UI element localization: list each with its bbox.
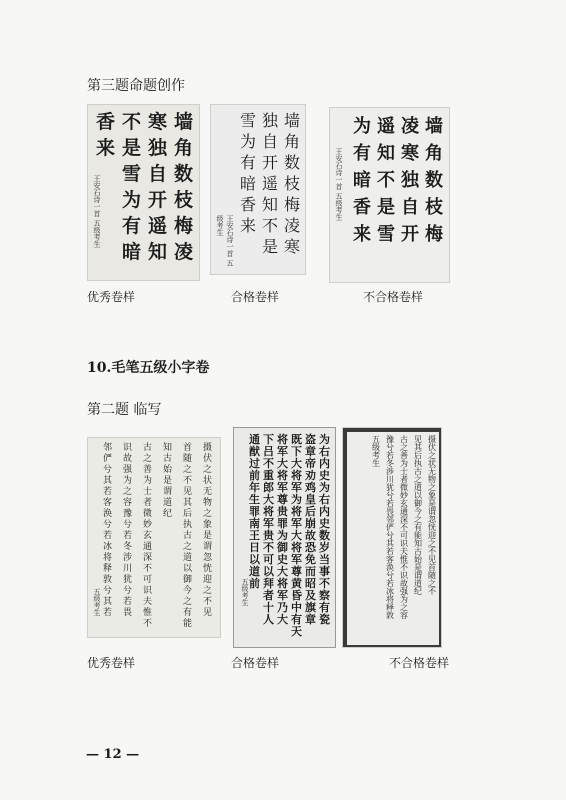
calligraphy-column: 通 猷 过 前 年 生 罪 南 王 日 以 道 前 xyxy=(249,433,260,590)
caption-pass: 合格卷样 xyxy=(231,290,280,304)
calligraphy-column: 香 来 xyxy=(95,111,115,159)
calligraphy-column: 独 自 开 遥 知 不 是 xyxy=(261,111,278,256)
dash-right: — xyxy=(121,747,140,762)
sample-signature: 王安石诗一首 五级考生 xyxy=(335,148,343,221)
calligraphy-column: 五 级 考 生 xyxy=(372,435,380,468)
calligraphy-column: 雪 为 有 暗 香 来 xyxy=(239,111,256,235)
copying-sample-fail xyxy=(342,427,442,648)
paper-sheet xyxy=(347,432,439,645)
creation-sample-excellent xyxy=(87,104,200,281)
caption-fail: 不合格卷样 xyxy=(363,290,424,304)
page-number-footer xyxy=(86,747,139,762)
dash-left: — xyxy=(86,747,104,762)
calligraphy-column: 墙 角 数 枝 梅 凌 寒 xyxy=(283,111,300,256)
section-title-brush-level5: 10.毛笔五级小字卷 xyxy=(87,360,210,376)
calligraphy-column: 古 之 善 为 士 者 微 妙 玄 通 深 不 可 识 夫 惟 不 识 故 强 为 之 容 xyxy=(400,435,408,620)
calligraphy-column: 首 随 之 不 见 其 后 执 古 之 道 以 御 今 之 有 能 xyxy=(182,443,192,629)
calligraphy-column: 为 右 内 史 为 右 内 史 数 岁 当 事 不 察 有 瓷 xyxy=(319,433,330,626)
calligraphy-column: 凌 寒 独 自 开 xyxy=(401,116,419,245)
calligraphy-column: 寒 独 自 开 遥 知 xyxy=(147,111,167,263)
caption-fail: 不合格卷样 xyxy=(389,656,450,670)
calligraphy-column: 既 下 大 将 军 为 将 军 大 将 军 尊 黄 昏 中 有 天 xyxy=(291,433,302,638)
copying-sample-excellent xyxy=(87,437,221,638)
calligraphy-column: 遥 知 不 是 雪 xyxy=(377,116,395,245)
copying-sample-pass xyxy=(233,427,336,648)
calligraphy-column: 摄 伏 之 状 无 物 之 象 是 谓 忽 恍 迎 之 不 见 xyxy=(202,443,212,618)
sample-signature: 五级考生 xyxy=(241,578,249,606)
sample-signature: 五级考生 xyxy=(93,588,101,616)
calligraphy-column: 为 有 暗 香 来 xyxy=(353,116,371,245)
calligraphy-column: 知 古 始 是 谓 道 纪 xyxy=(162,443,172,519)
calligraphy-column: 摄 伏 之 状 无 物 之 象 是 谓 忽 恍 迎 之 不 见 首 随 之 不 xyxy=(428,435,436,596)
caption-excellent: 优秀卷样 xyxy=(87,290,136,304)
calligraphy-column: 将 军 大 将 军 尊 贵 罪 为 御 史 大 将 军 乃 大 xyxy=(277,433,288,626)
calligraphy-column: 豫 兮 若 冬 涉 川 犹 兮 若 畏 邻 俨 兮 其 若 客 涣 兮 若 冰 将 释 敦 xyxy=(386,435,394,620)
calligraphy-column: 不 是 雪 为 有 暗 xyxy=(121,111,141,263)
calligraphy-column: 邻 俨 兮 其 若 客 涣 兮 若 冰 将 释 敦 兮 其 若 xyxy=(102,443,112,618)
calligraphy-column: 墙 角 数 枝 梅 凌 xyxy=(173,111,193,263)
section-title-creation: 第三题命题创作 xyxy=(87,78,185,94)
creation-sample-fail xyxy=(329,107,450,283)
page-number: 12 xyxy=(103,747,122,762)
creation-sample-pass xyxy=(210,104,306,275)
section-subtitle-copying: 第二题 临写 xyxy=(87,402,162,418)
caption-excellent: 优秀卷样 xyxy=(87,656,136,670)
calligraphy-column: 见 其 后 执 古 之 道 以 御 今 之 有 能 知 古 始 是 谓 道 纪 xyxy=(414,435,422,596)
calligraphy-column: 识 故 强 为 之 容 豫 兮 若 冬 涉 川 犹 兮 若 畏 xyxy=(122,443,132,618)
caption-pass: 合格卷样 xyxy=(231,656,280,670)
calligraphy-column: 古 之 善 为 士 者 微 妙 玄 通 深 不 可 识 夫 惟 不 xyxy=(142,443,152,629)
sample-signature: 王安石诗一首 五级考生 xyxy=(93,175,101,248)
sample-signature: 王安石诗一首 五级考生 xyxy=(216,215,234,267)
calligraphy-column: 盗 章 帝 劝 鸡 皇 后 崩 故 恐 免 而 昭 及 旗 章 xyxy=(305,433,316,626)
calligraphy-column: 下 吕 不 重 郎 大 将 军 贵 不 可 以 拜 者 十 人 xyxy=(263,433,274,626)
calligraphy-column: 墙 角 数 枝 梅 xyxy=(425,116,443,245)
